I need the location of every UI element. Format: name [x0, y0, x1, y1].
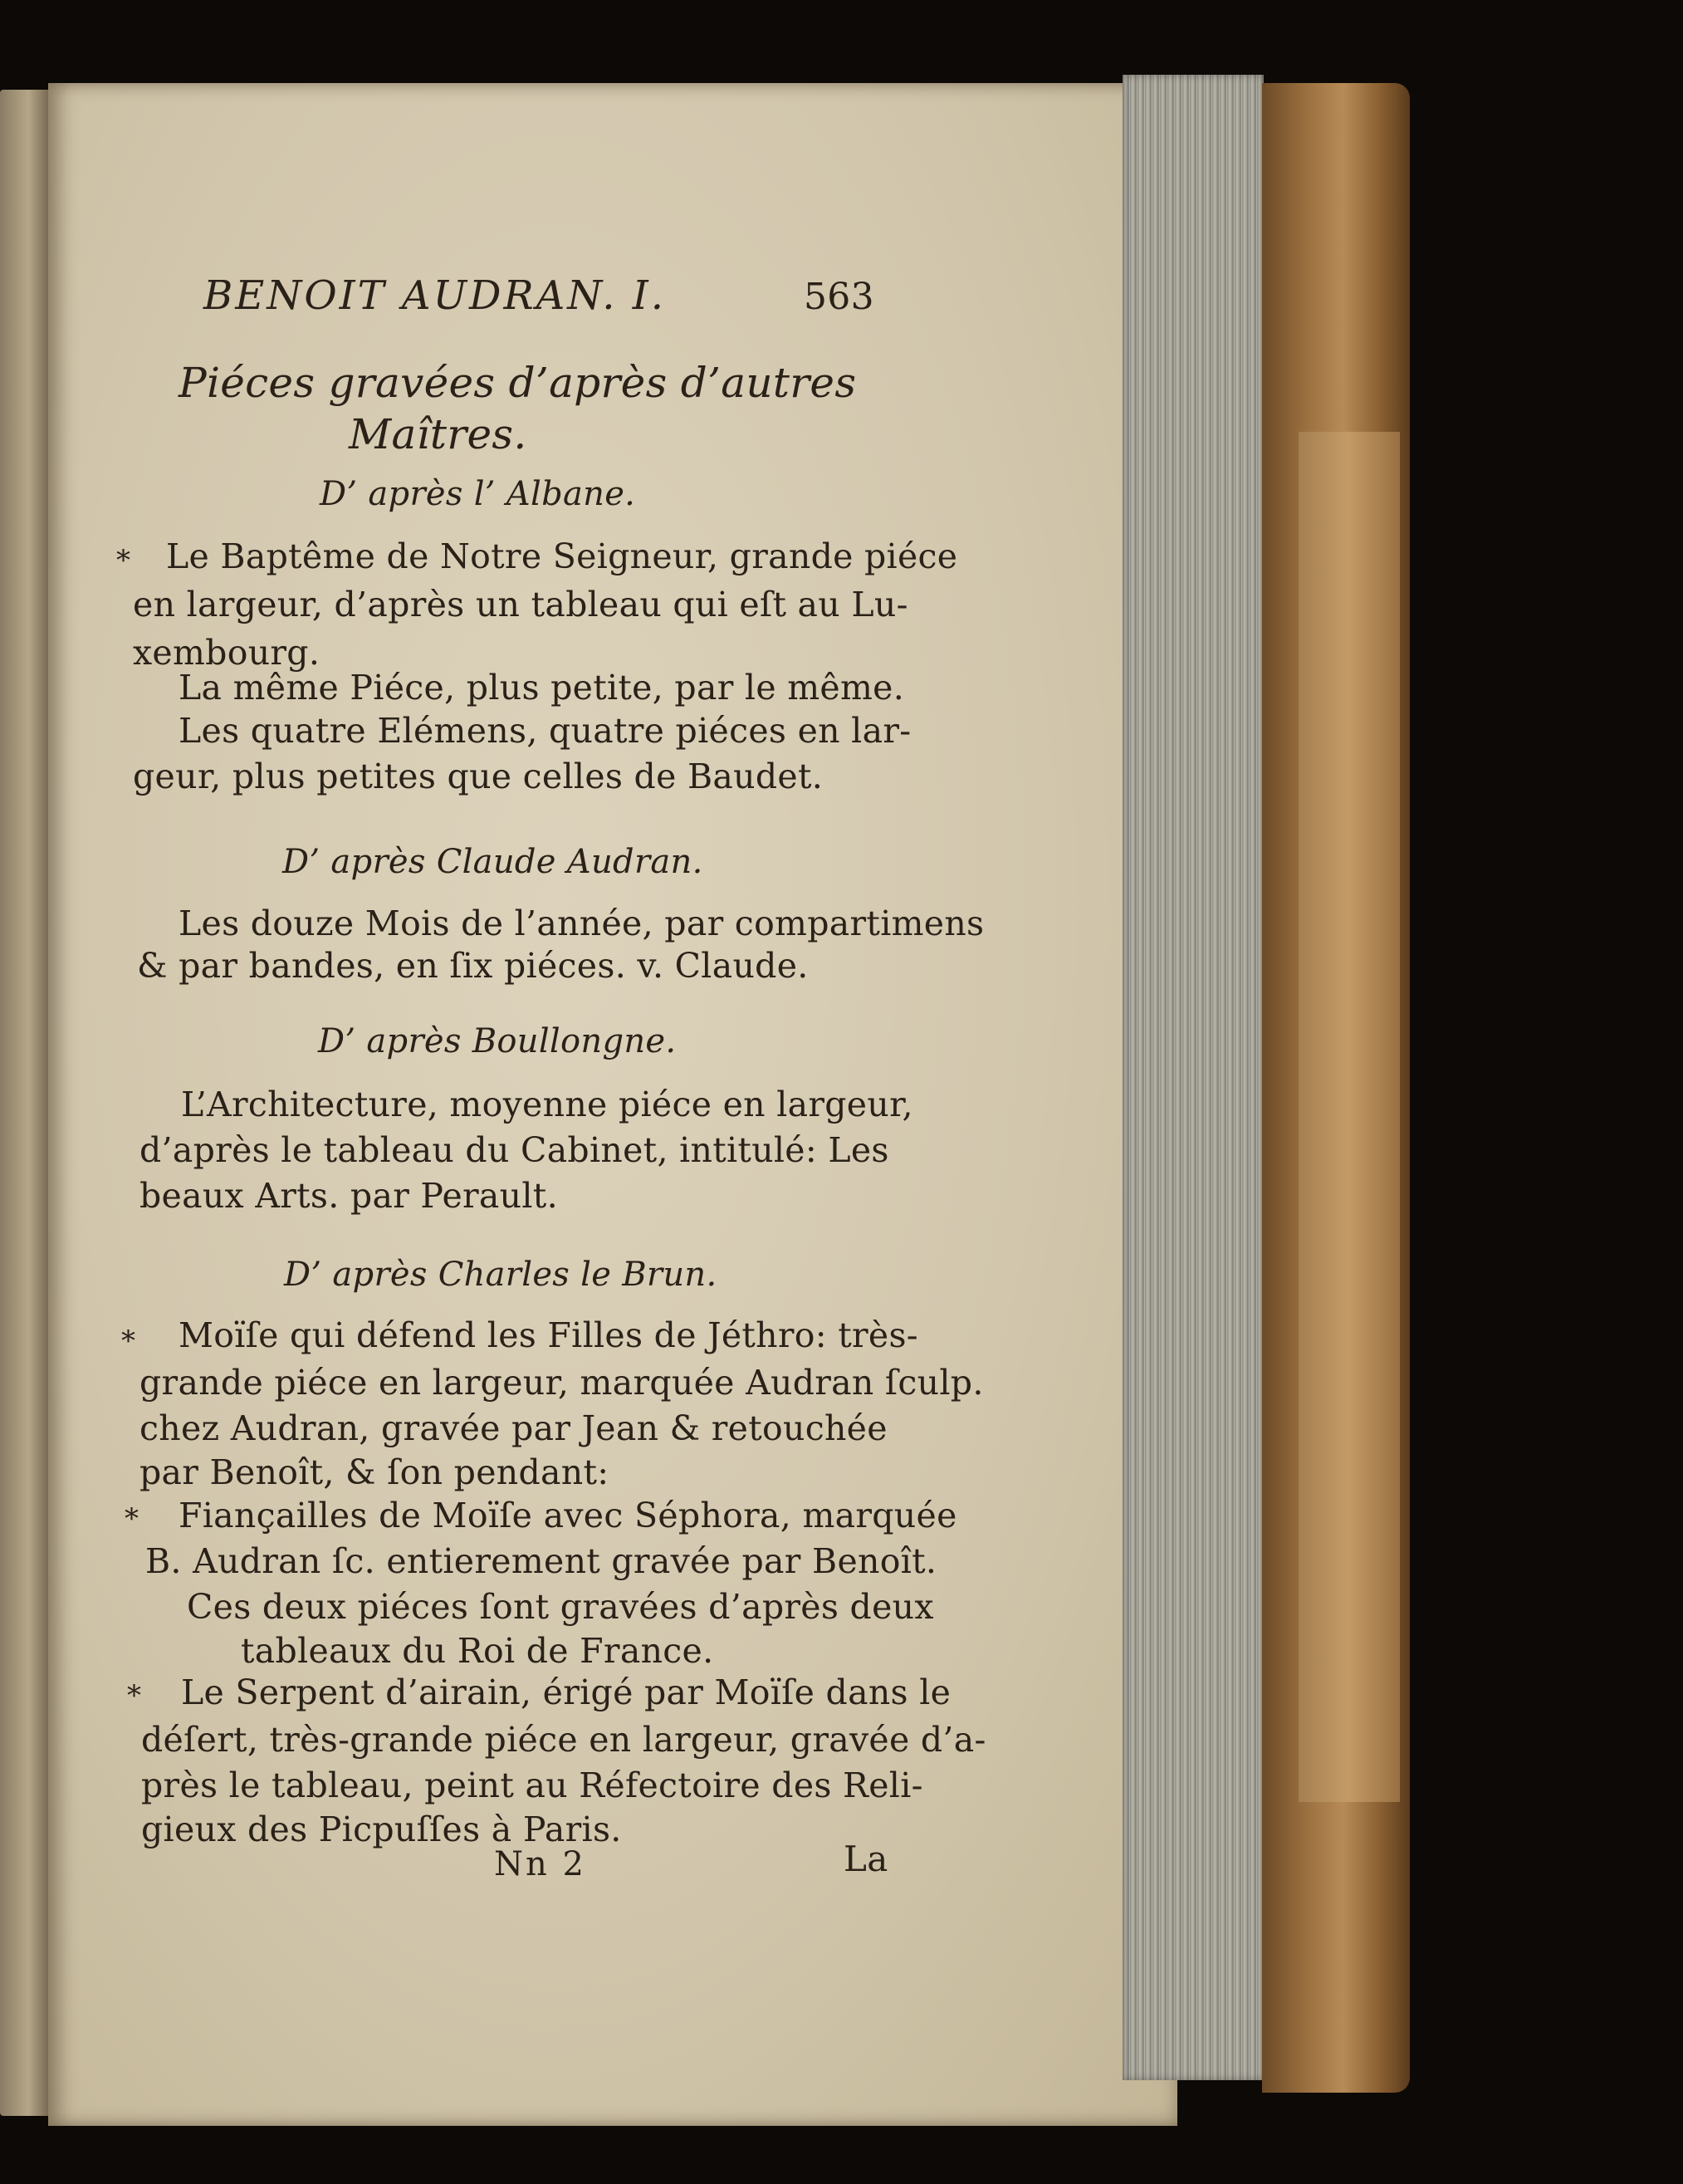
text-line: beaux Arts. par Perault. — [139, 1176, 558, 1216]
text-line: L’Architecture, moyenne piéce en largeur, — [181, 1085, 913, 1124]
facing-page-edge — [0, 90, 51, 2116]
text-line: d’après le tableau du Cabinet, intitulé: Les — [139, 1130, 889, 1170]
text-line: Les douze Mois de l’année, par compartimens — [179, 903, 985, 943]
leather-binding — [1262, 83, 1410, 2093]
asterisk-marker: * — [127, 1679, 141, 1712]
text-line: tableaux du Roi de France. — [241, 1631, 714, 1671]
asterisk-marker: * — [121, 1325, 135, 1358]
text-line: Les quatre Elémens, quatre piéces en lar- — [179, 711, 912, 751]
catchword: La — [844, 1839, 888, 1879]
text-line: déſert, très-grande piéce en largeur, gravée d’a- — [141, 1720, 986, 1760]
text-line: Ces deux piéces ſont gravées d’après deux — [187, 1587, 934, 1627]
page-block-edges — [1123, 75, 1264, 2080]
heading-claude-audran: D’ après Claude Audran. — [282, 843, 703, 881]
asterisk-marker: * — [116, 544, 130, 577]
text-line: grande piéce en largeur, marquée Audran ſculp. — [139, 1363, 984, 1403]
text-line: La même Piéce, plus petite, par le même. — [179, 668, 905, 708]
text-line: par Benoît, & ſon pendant: — [139, 1452, 609, 1492]
text-line: Le Serpent d’airain, érigé par Moïſe dans le — [181, 1672, 952, 1712]
heading-boullongne: D’ après Boullongne. — [318, 1022, 677, 1060]
heading-albane: D’ après l’ Albane. — [320, 475, 636, 513]
page-number: 563 — [804, 276, 874, 318]
text-line: geur, plus petites que celles de Baudet. — [133, 757, 824, 796]
signature-mark: Nn 2 — [494, 1845, 586, 1883]
text-line: Le Baptême de Notre Seigneur, grande piéce — [166, 536, 958, 576]
asterisk-marker: * — [125, 1502, 139, 1535]
text-line: xembourg. — [133, 633, 320, 673]
text-line: en largeur, d’après un tableau qui eſt au Lu- — [133, 585, 908, 624]
heading-le-brun: D’ après Charles le Brun. — [284, 1256, 717, 1294]
text-line: chez Audran, gravée par Jean & retouchée — [139, 1408, 888, 1448]
running-title: BENOIT AUDRAN. I. — [203, 272, 666, 319]
text-line: B. Audran ſc. entierement gravée par Benoît. — [145, 1541, 937, 1581]
text-line: & par bandes, en ſix piéces. v. Claude. — [137, 946, 809, 986]
text-line: Fiançailles de Moïſe avec Séphora, marquée — [179, 1496, 957, 1535]
section-title-line-2: Maîtres. — [349, 410, 527, 458]
section-title-line-1: Piéces gravées d’après d’autres — [179, 359, 857, 407]
text-line: près le tableau, peint au Réfectoire des Reli- — [141, 1765, 923, 1805]
text-line: Moïſe qui défend les Filles de Jéthro: très- — [179, 1315, 918, 1355]
text-line: gieux des Picpuſſes à Paris. — [141, 1809, 622, 1849]
